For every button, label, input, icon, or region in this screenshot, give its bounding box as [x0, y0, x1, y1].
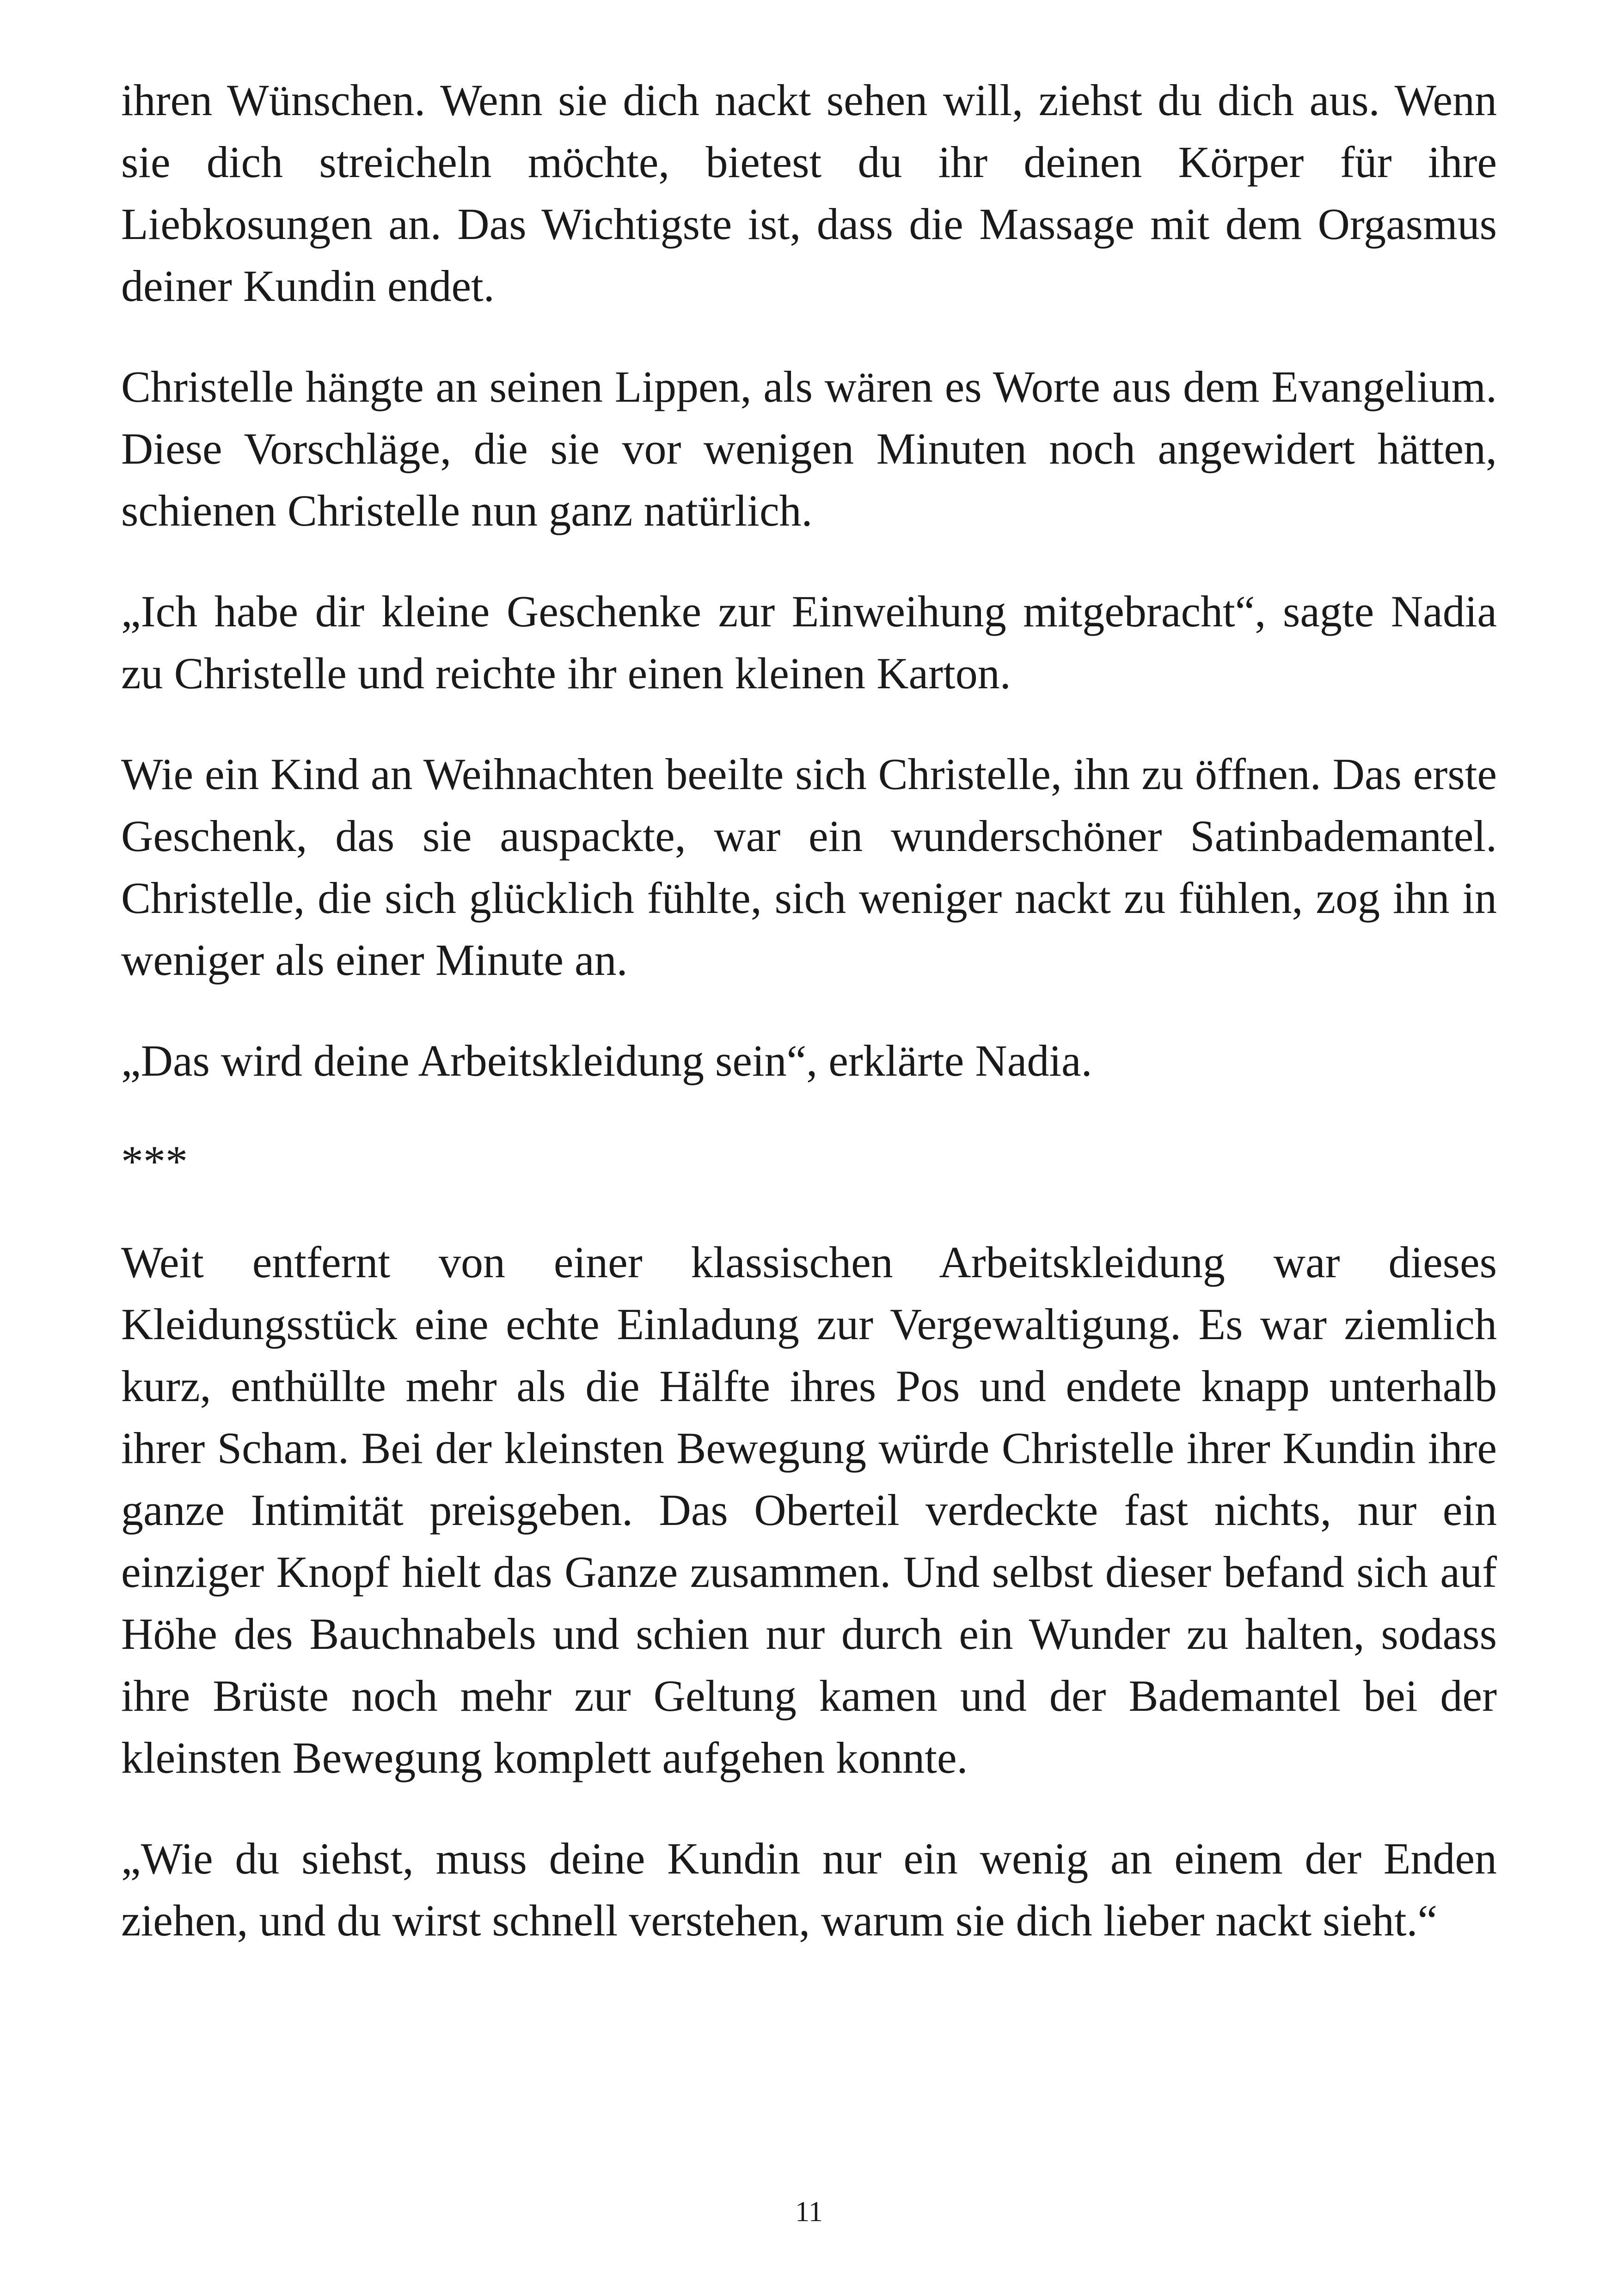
paragraph-4: Wie ein Kind an Weihnachten beeilte sich Christelle, ihn zu öffnen. Das erste Geschenk, das sie auspackte, war ein wunderschöner Satinbademantel. Christelle, die sich glücklich fühlte, sich weniger nackt zu fühlen, zog ihn in weniger als einer Minute an. — [121, 749, 1497, 985]
paragraph-5: „Das wird deine Arbeitskleidung sein“, erklärte Nadia. — [121, 1036, 1092, 1085]
paragraph-1: ihren Wünschen. Wenn sie dich nackt sehen will, ziehst du dich aus. Wenn sie dich streicheln möchte, bietest du ihr deinen Körper für ihre Liebkosungen an. Das Wichtigste ist, dass die Massage mit dem Orgasmus deiner Kundin endet. — [121, 75, 1497, 311]
scene-break: *** — [121, 1137, 188, 1186]
paragraph-2: Christelle hängte an seinen Lippen, als wären es Worte aus dem Evangelium. Diese Vorschläge, die sie vor wenigen Minuten noch angewidert hätten, schienen Christelle nun ganz natürlich. — [121, 362, 1497, 535]
paragraph-3: „Ich habe dir kleine Geschenke zur Einweihung mitgebracht“, sagte Nadia zu Christelle und reichte ihr einen kleinen Karton. — [121, 587, 1497, 698]
page-number: 11 — [795, 2196, 823, 2228]
paragraph-6: Weit entfernt von einer klassischen Arbeitskleidung war dieses Kleidungsstück eine echte Einladung zur Vergewaltigung. Es war ziemlich kurz, enthüllte mehr als die Hälfte ihres Pos und endete knapp unterhalb ihrer Scham. Bei der kleinsten Bewegung würde Christelle ihrer Kundin ihre ganze Intimität preisgeben. Das Oberteil verdeckte fast nichts, nur ein einziger Knopf hielt das Ganze zusammen. Und selbst dieser befand sich auf Höhe des Bauchnabels und schien nur durch ein Wunder zu halten, sodass ihre Brüste noch mehr zur Geltung kamen und der Bademantel bei der kleinsten Bewegung komplett aufgehen konnte. — [121, 1237, 1497, 1782]
paragraph-7: „Wie du siehst, muss deine Kundin nur ein wenig an einem der Enden ziehen, und du wirst schnell verstehen, warum sie dich lieber nackt sieht.“ — [121, 1834, 1497, 1945]
page-body — [121, 69, 1497, 1990]
